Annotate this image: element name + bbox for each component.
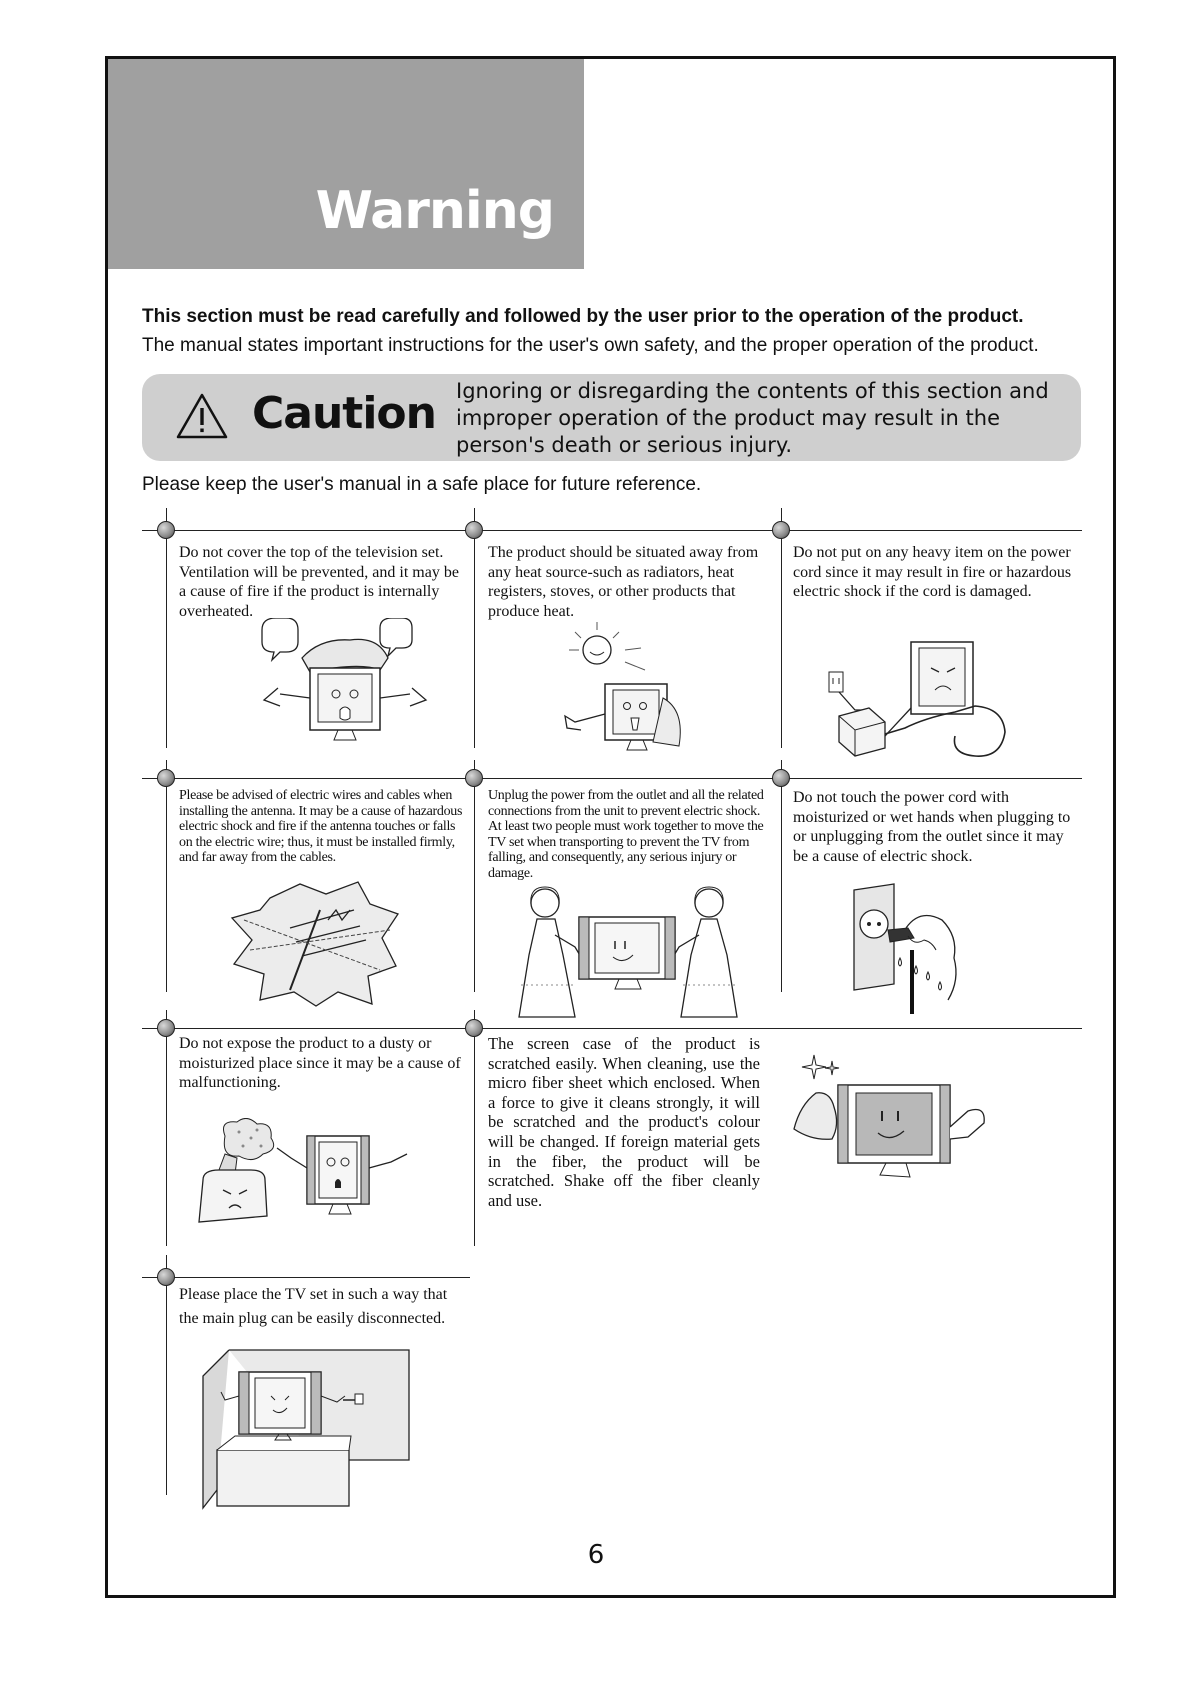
col-divider [166, 508, 167, 748]
bullet-dot [465, 521, 483, 539]
caution-box [142, 374, 1081, 461]
row-divider-3 [142, 1028, 1082, 1029]
page-number: 6 [587, 1540, 605, 1570]
wet-hands-plug-illustration [850, 880, 970, 1015]
intro-text: The manual states important instructions for the user's own safety, and the proper operation of the product. [142, 335, 1039, 356]
accessible-plug-illustration [195, 1340, 415, 1510]
item-text-heat-source: The product should be situated away from any heat source-such as radiators, heat registers, stoves, or other products that produce heat. [488, 544, 759, 620]
dusty-tv-illustration [195, 1118, 415, 1233]
bullet-dot [157, 521, 175, 539]
col-divider [474, 1010, 475, 1246]
col-divider [166, 760, 167, 992]
bullet-dot [772, 769, 790, 787]
caution-message: Ignoring or disregarding the contents of this section and improper operation of the product may result in the person's death or serious injury. [456, 379, 1049, 457]
bullet-dot [157, 769, 175, 787]
warning-triangle-icon [176, 392, 228, 440]
row-divider-4 [142, 1277, 470, 1278]
cleaning-tv-illustration [790, 1045, 990, 1195]
item-text-main-plug: Please place the TV set in such a way that the main plug can be easily disconnected. [179, 1286, 448, 1327]
item-text-unplug: Unplug the power from the outlet and all the related connections from the unit to prevent electric shock. At least two people must work together to move the TV set when transporting to prevent the TV from falling, and consequently, any serious injury or damage. [488, 788, 764, 881]
keep-manual-note: Please keep the user's manual in a safe place for future reference. [142, 474, 702, 495]
item-text-power-cord: Do not put on any heavy item on the power cord since it may result in fire or hazardous electric shock if the cord is damaged. [793, 544, 1072, 600]
two-people-moving-tv-illustration [515, 885, 740, 1020]
col-divider [781, 508, 782, 748]
title-band [108, 59, 584, 269]
intro-bold-text: This section must be read carefully and followed by the user prior to the operation of the product. [142, 306, 1024, 327]
bullet-dot [157, 1019, 175, 1037]
page-title: Warning [315, 181, 554, 241]
heavy-item-on-cord-illustration [825, 638, 1010, 758]
row-divider-1 [142, 530, 1082, 531]
col-divider [474, 760, 475, 992]
item-text-screen-care: The screen case of the product is scratched easily. When cleaning, use the micro fiber sheet which enclosed. When a force to give it cleans strongly, it will be scratched and the product's colour will be changed. If foreign material gets in the fiber, the product will be scratched. Shake off the fiber cleanly and use. [488, 1034, 760, 1210]
sun-heat-tv-illustration [555, 618, 705, 768]
col-divider [781, 760, 782, 992]
col-divider [166, 1255, 167, 1495]
item-text-dust: Do not expose the product to a dusty or moisturized place since it may be a cause of malfunctioning. [179, 1035, 461, 1091]
antenna-wires-illustration [230, 880, 400, 1008]
bullet-dot [465, 769, 483, 787]
item-text-ventilation: Do not cover the top of the television set. Ventilation will be prevented, and it may be a cause of fire if the product is internally overheated. [179, 544, 459, 620]
col-divider [474, 508, 475, 748]
caution-label: Caution [252, 388, 436, 439]
item-text-antenna: Please be advised of electric wires and cables when installing the antenna. It may be a cause of hazardous electric shock and fire if the antenna touches or falls on the electric wire; thus, it must be installed firmly, and far away from the cables. [179, 788, 463, 865]
row-divider-2 [142, 778, 1082, 779]
bullet-dot [157, 1268, 175, 1286]
bullet-dot [772, 521, 790, 539]
item-text-wet-hands: Do not touch the power cord with moisturized or wet hands when plugging to or unplugging from the outlet since it may be a cause of electric shock. [793, 789, 1071, 865]
col-divider [166, 1010, 167, 1246]
covered-tv-illustration [250, 618, 440, 748]
